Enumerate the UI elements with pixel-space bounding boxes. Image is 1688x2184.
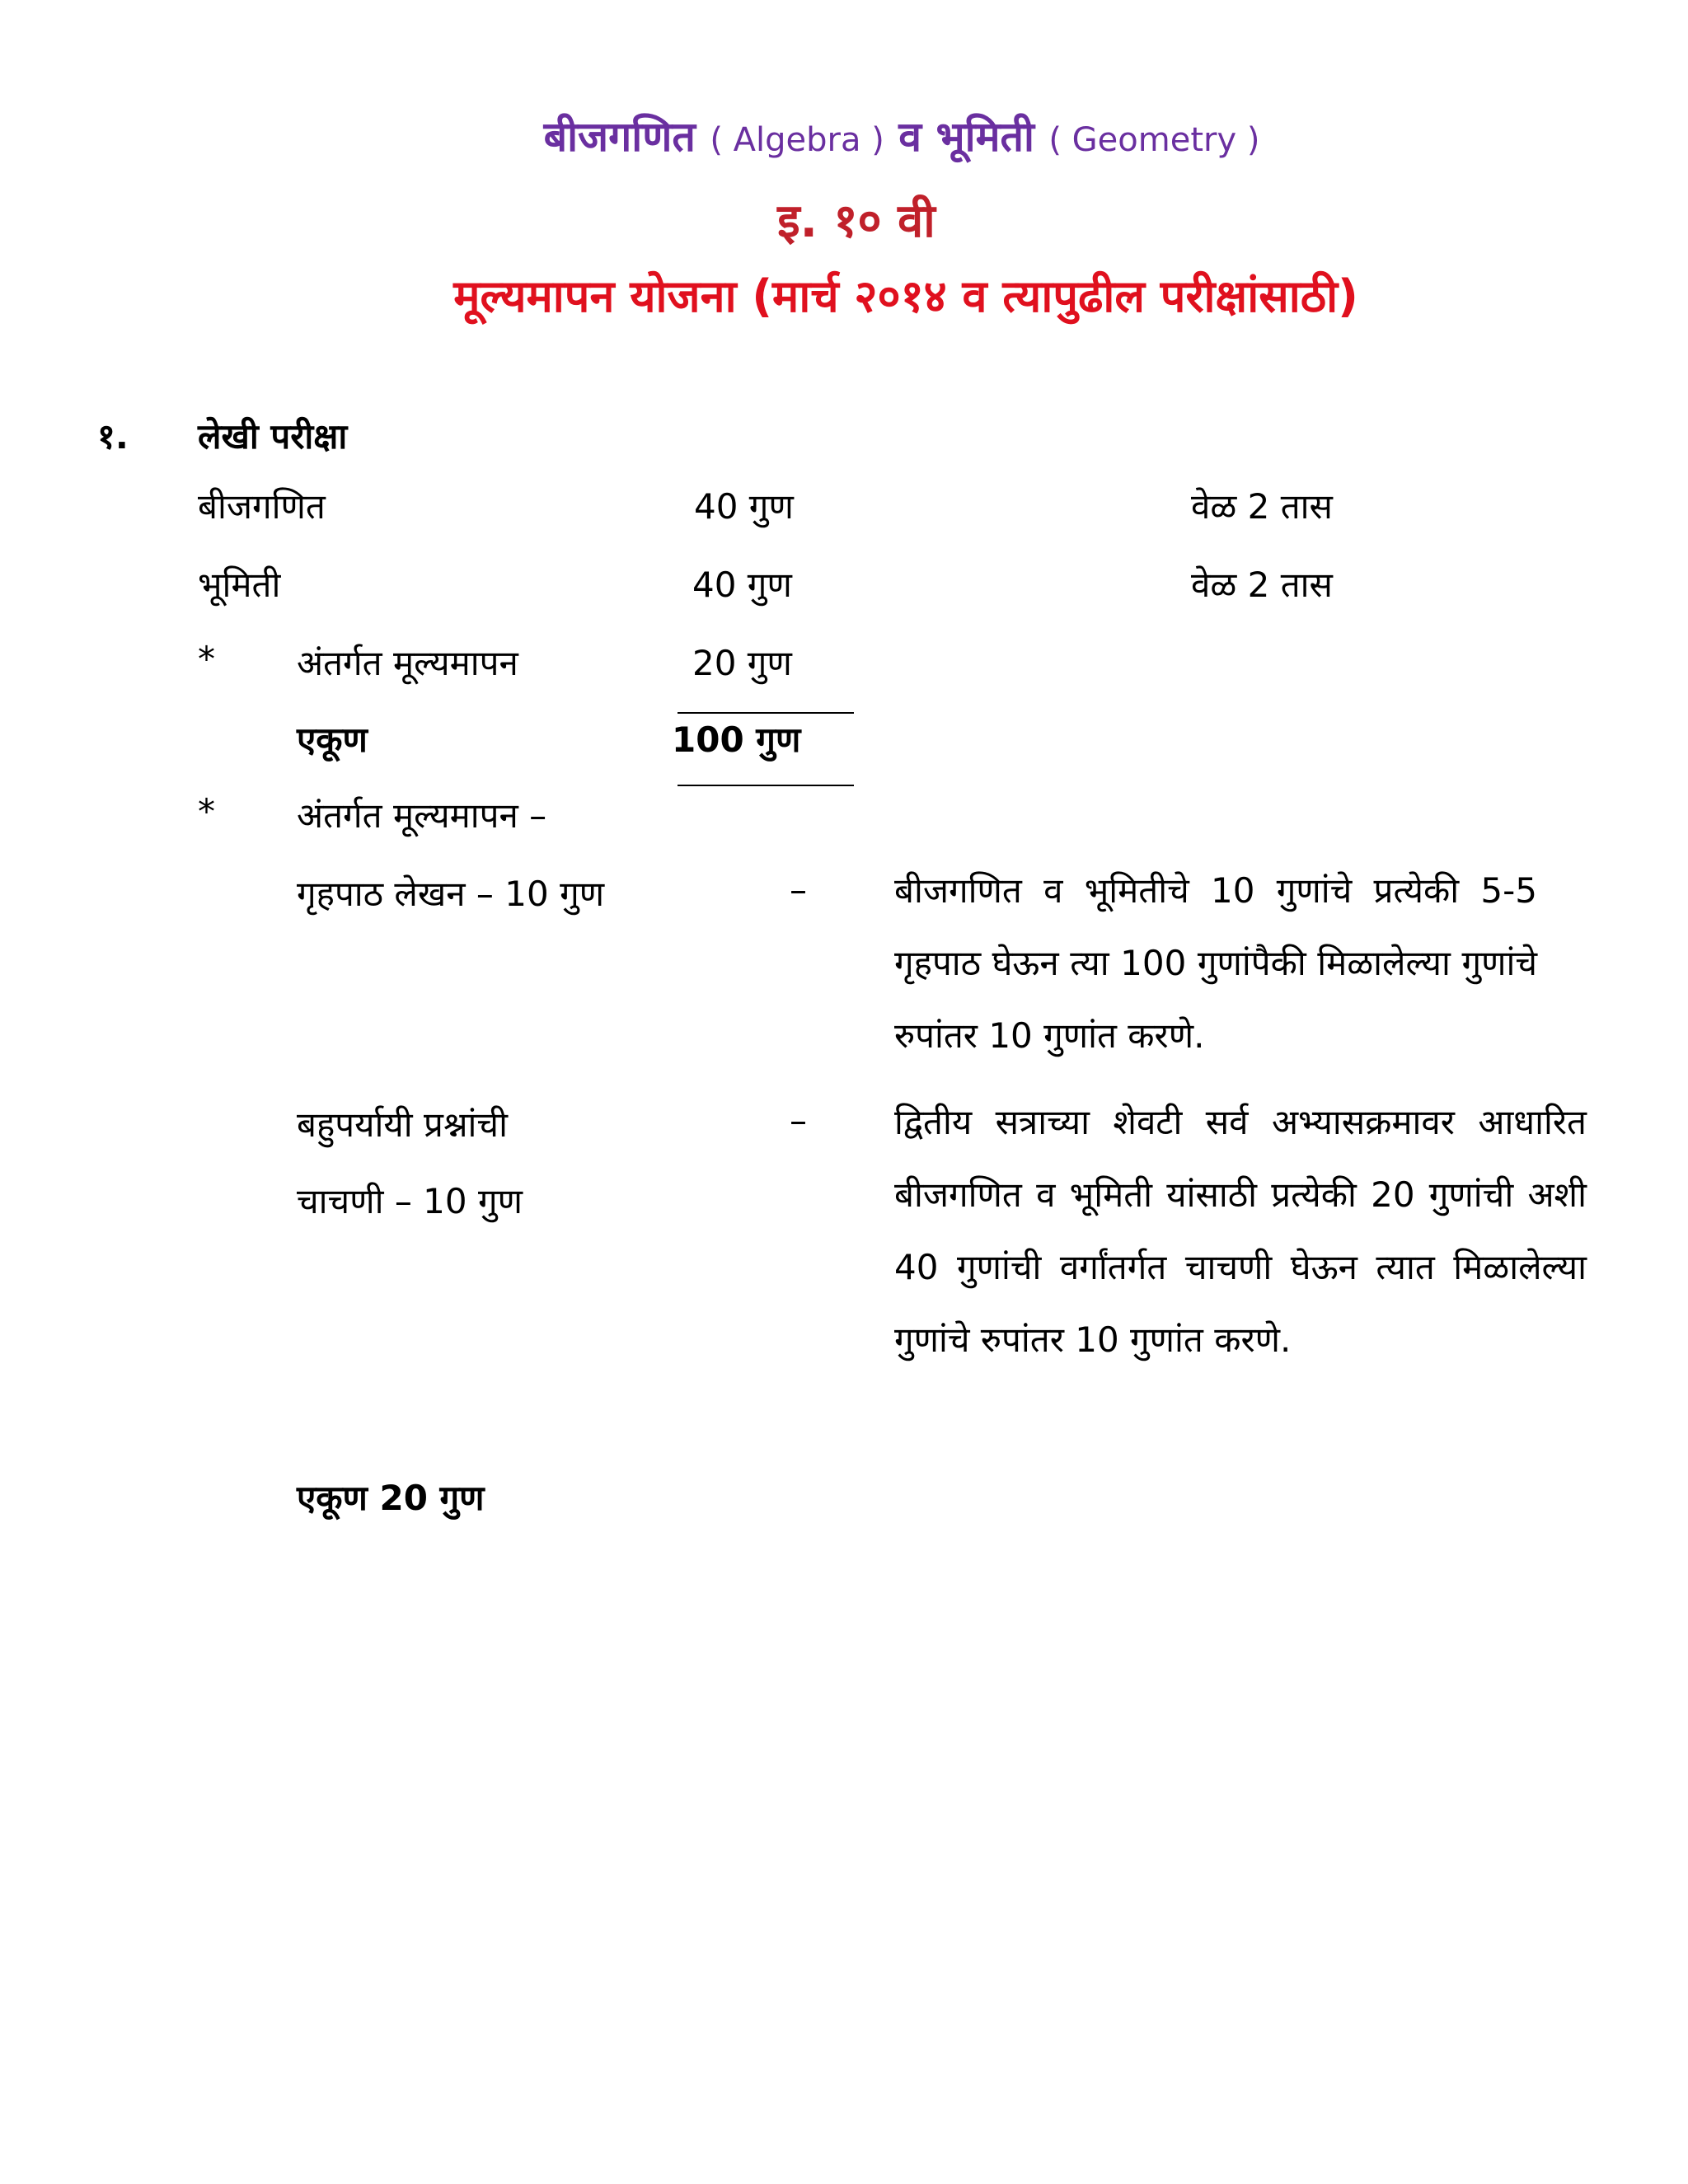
internal-label: अंतर्गत मूल्यमापन: [297, 643, 518, 683]
row-geometry-time: वेळ 2 तास: [1191, 565, 1333, 605]
row-algebra-time: वेळ 2 तास: [1191, 486, 1333, 527]
row-geometry-subject: भूमिती: [198, 565, 281, 605]
internal-bullet: *: [198, 639, 215, 679]
row-geometry-marks: 40 गुण: [692, 565, 792, 605]
grade-title: इ. १० वी: [777, 194, 935, 248]
row-algebra-subject: बीजगणित: [198, 486, 326, 527]
section-number: १.: [97, 416, 129, 457]
subject-conjunction: व: [898, 113, 922, 161]
internal-detail-bullet: *: [198, 791, 215, 832]
total-rule-top: [678, 712, 854, 714]
subject-algebra-en: ( Algebra ): [710, 121, 884, 159]
homework-label: गृहपाठ लेखन – 10 गुण: [297, 874, 605, 914]
row-algebra-marks: 40 गुण: [694, 486, 794, 527]
section-title: लेखी परीक्षा: [198, 416, 348, 457]
internal-detail-heading: अंतर्गत मूल्यमापन –: [297, 795, 547, 836]
subject-title: [0, 107, 1688, 163]
internal-total: एकूण 20 गुण: [297, 1478, 485, 1518]
internal-marks: 20 गुण: [692, 643, 792, 683]
mcq-dash: –: [790, 1100, 807, 1141]
total-label: एकूण: [297, 719, 368, 760]
mcq-label-line2: चाचणी – 10 गुण: [297, 1181, 523, 1221]
scheme-title: मूल्यमापन योजना (मार्च २०१४ व त्यापुढील परीक्षांसाठी): [453, 270, 1358, 322]
homework-dash: –: [790, 869, 807, 910]
subject-geometry-en: ( Geometry ): [1048, 121, 1260, 159]
subject-algebra-mr: बीजगणित: [543, 113, 696, 161]
mcq-description: द्वितीय सत्राच्या शेवटी सर्व अभ्यासक्रमावर आधारित बीजगणित व भूमिती यांसाठी प्रत्येकी 20 गुणांची अशी 40 गुणांची वर्गांतर्गत चाचणी घेऊन त्यात मिळालेल्या गुणांचे रुपांतर 10 गुणांत करणे.: [894, 1102, 1587, 1360]
total-marks: 100 गुण: [672, 719, 801, 760]
mcq-label-line1: बहुपर्यायी प्रश्नांची: [297, 1104, 508, 1145]
homework-description: बीजगणित व भूमितीचे 10 गुणांचे प्रत्येकी 5-5 गृहपाठ घेऊन त्या 100 गुणांपैकी मिळालेल्या गुणांचे रुपांतर 10 गुणांत करणे.: [894, 870, 1537, 1056]
total-rule-bottom: [678, 785, 854, 786]
subject-geometry-mr: भूमिती: [935, 113, 1034, 161]
